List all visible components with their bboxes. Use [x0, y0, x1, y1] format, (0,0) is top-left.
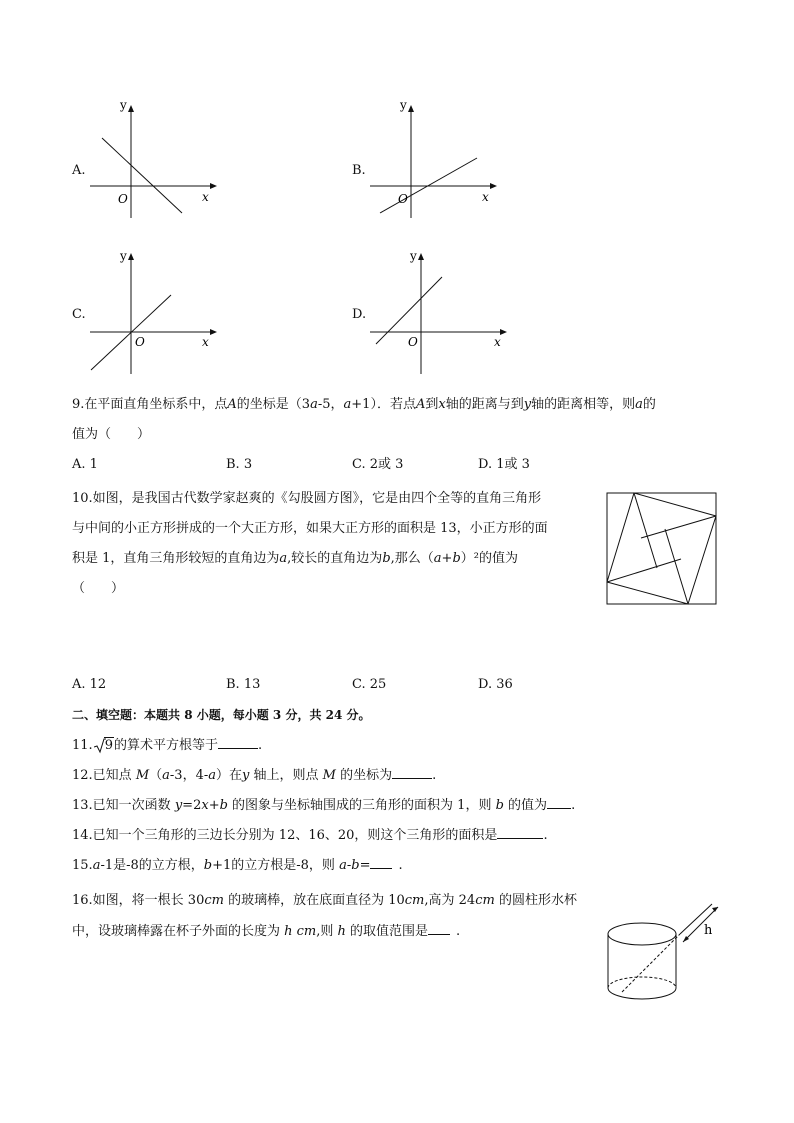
q8-option-a[interactable]	[60, 100, 230, 220]
answer-blank[interactable]	[497, 826, 543, 839]
q12: 12.已知点 M（a-3，4-a）在y 轴上，则点 M 的坐标为 .	[72, 768, 437, 783]
answer-blank[interactable]	[547, 796, 571, 809]
answer-blank[interactable]	[370, 856, 392, 869]
q10-line-2: 与中间的小正方形拼成的一个大正方形，如果大正方形的面积是 13，小正方形的面	[72, 521, 548, 536]
origin-label: O	[408, 335, 418, 349]
option-label: C.	[72, 307, 86, 322]
q10-line-3: 积是 1，直角三角形较短的直角边为a,较长的直角边为b,那么（a+b）²的值为	[72, 551, 518, 566]
zhao-shuang-diagram	[606, 492, 718, 606]
q10-line-1: 10.如图，是我国古代数学家赵爽的《勾股圆方图》，它是由四个全等的直角三角形	[72, 491, 542, 506]
option-label: A.	[72, 163, 86, 178]
section-2-heading: 二、填空题：本题共 8 小题，每小题 3 分，共 24 分。	[72, 708, 371, 722]
q8-option-d[interactable]	[340, 248, 510, 378]
q9-option-a[interactable]: A. 1	[72, 457, 98, 472]
q16-line-2: 中，设玻璃棒露在杯子外面的长度为 h cm,则 h 的取值范围是 .	[72, 924, 461, 939]
x-axis-label: x	[494, 335, 501, 349]
q8-option-c[interactable]	[60, 248, 230, 378]
answer-blank[interactable]	[218, 736, 258, 749]
q9-option-d[interactable]: D. 1或 3	[478, 457, 530, 472]
sqrt-expression: 9	[94, 737, 114, 755]
q8-option-b[interactable]	[340, 100, 510, 220]
h-label: h	[704, 923, 713, 938]
x-axis-label: x	[482, 190, 489, 204]
origin-label: O	[398, 192, 408, 206]
answer-blank[interactable]	[428, 922, 450, 935]
origin-label: O	[135, 335, 145, 349]
origin-label: O	[118, 192, 128, 206]
q15: 15.a-1是-8的立方根，b+1的立方根是-8，则 a-b= .	[72, 858, 403, 873]
x-axis-label: x	[202, 335, 209, 349]
graph-d	[370, 248, 520, 378]
q10-line-4: （ ）	[72, 581, 125, 596]
option-label: B.	[352, 163, 366, 178]
option-label: D.	[352, 307, 367, 322]
q10-option-d[interactable]: D. 36	[478, 677, 513, 692]
graph-b	[360, 100, 510, 220]
q13: 13.已知一次函数 y=2x+b 的图象与坐标轴围成的三角形的面积为 1，则 b 的值为 .	[72, 798, 576, 813]
q14: 14.已知一个三角形的三边长分别为 12、16、20，则这个三角形的面积是 .	[72, 828, 548, 843]
q10-option-b[interactable]: B. 13	[226, 677, 261, 692]
cylinder-figure	[600, 892, 730, 1012]
q10-option-c[interactable]: C. 25	[352, 677, 387, 692]
q10-option-a[interactable]: A. 12	[72, 677, 107, 692]
q16-line-1: 16.如图，将一根长 30cm 的玻璃棒，放在底面直径为 10cm,高为 24cm 的圆柱形水杯	[72, 893, 577, 908]
graph-a	[80, 100, 230, 220]
x-axis-label: x	[202, 190, 209, 204]
y-axis-label: y	[400, 100, 407, 112]
q9-line-1: 9.在平面直角坐标系中，点A的坐标是（3a-5，a+1）．若点A到x轴的距离与到y轴的距离相等，则a的	[72, 397, 656, 412]
q9-option-b[interactable]: B. 3	[226, 457, 253, 472]
y-axis-label: y	[120, 100, 127, 112]
q9-option-c[interactable]: C. 2或 3	[352, 457, 404, 472]
graph-c	[80, 248, 230, 378]
y-axis-label: y	[120, 249, 127, 263]
y-axis-label: y	[410, 249, 417, 263]
q9-line-2: 值为（ ）	[72, 427, 151, 442]
answer-blank[interactable]	[392, 766, 432, 779]
q11: 11. 9的算术平方根等于 .	[72, 738, 263, 753]
